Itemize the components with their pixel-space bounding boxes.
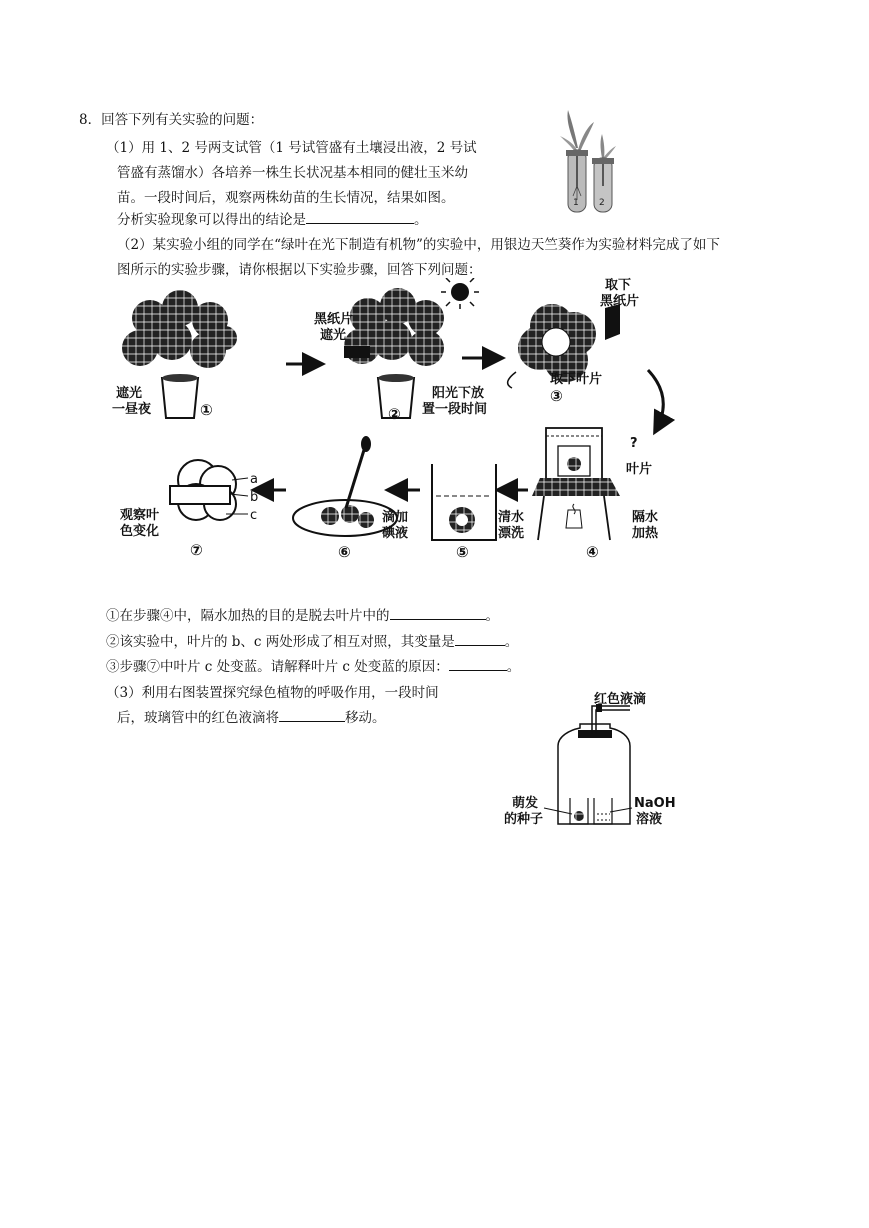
step6-label-a: 滴加: [382, 510, 409, 525]
sun-icon: [441, 278, 479, 309]
answer-blank-5[interactable]: [279, 707, 345, 722]
part3-line1: （3）利用右图装置探究绿色植物的呼吸作用，一段时间: [106, 685, 439, 701]
part2-line1: （2）某实验小组的同学在“绿叶在光下制造有机物”的实验中，用银边天竺葵作为实验材料完成了如下: [117, 237, 720, 253]
part2-q2: [106, 630, 518, 650]
step5-label-a: 清水: [498, 510, 525, 525]
part2-q3-text: ③步骤⑦中叶片 c 处变蓝。请解释叶片 c 处变蓝的原因：: [106, 659, 449, 675]
germinating-seeds-label-b: 的种子: [504, 812, 544, 827]
step1-number: ①: [200, 401, 213, 419]
step6-label-b: 碘液: [382, 526, 409, 541]
step5-label-b: 漂洗: [498, 526, 525, 541]
part2-q1-end: 。: [485, 608, 499, 624]
part1-line4-end: 。: [414, 212, 428, 228]
tube2-label: 2: [599, 198, 605, 208]
answer-blank-2[interactable]: [390, 605, 486, 620]
step3-number: ③: [550, 387, 563, 405]
part1-line3: 苗。一段时间后，观察两株幼苗的生长情况，结果如图。: [117, 190, 455, 206]
naoh-label-a: NaOH: [634, 796, 676, 811]
part2-q3: [106, 655, 520, 675]
part1-line4: [117, 208, 428, 228]
step3-label-b: 黑纸片: [600, 294, 640, 309]
part3-line2-text: 后，玻璃管中的红色液滴将: [117, 710, 279, 726]
part2-q3-end: 。: [506, 659, 521, 675]
part2-q1: [106, 604, 499, 624]
plant-2-icon: [344, 288, 444, 418]
step2-label-d: 置一段时间: [422, 402, 488, 417]
step2-label-b: 遮光: [320, 328, 347, 343]
part2-q2-text: ②该实验中，叶片的 b、c 两处形成了相互对照，其变量是: [106, 634, 455, 650]
step2-label-a: 黑纸片: [314, 312, 354, 327]
respiration-bottle-figure: [500, 690, 690, 830]
leaf-7-icon: [170, 460, 248, 520]
step4-label-b: 加热: [632, 526, 659, 541]
red-droplet-label: 红色液滴: [594, 692, 647, 707]
part2-q1-text: ①在步骤④中，隔水加热的目的是脱去叶片中的: [106, 608, 390, 624]
seedling-tubes-image: [556, 108, 624, 218]
answer-blank-1[interactable]: [306, 209, 414, 224]
water-bath-icon: [532, 428, 620, 540]
naoh-label-b: 溶液: [636, 812, 663, 827]
step7-c-label: c: [250, 508, 258, 523]
part2-q2-end: 。: [504, 634, 519, 650]
step7-number: ⑦: [190, 541, 203, 559]
rinse-beaker-icon: [432, 464, 496, 540]
part1-line1: （1）用 1、2 号两支试管（1 号试管盛有土壤浸出液，2 号试: [106, 140, 477, 156]
step1-label-a: 遮光: [116, 386, 143, 401]
step2-label-c: 阳光下放: [432, 386, 485, 401]
step7-label-b: 色变化: [120, 524, 160, 539]
step2-number: ②: [388, 405, 401, 423]
question-title: 8．回答下列有关实验的问题：: [79, 112, 264, 128]
step3-label-a: 取下: [605, 278, 632, 293]
part2-line2: 图所示的实验步骤，请你根据以下实验步骤，回答下列问题：: [117, 262, 482, 278]
tube1-label: 1: [573, 198, 579, 208]
step4-question-mark: ?: [630, 436, 638, 451]
part1-line2: 管盛有蒸馏水）各培养一株生长状况基本相同的健壮玉米幼: [117, 165, 468, 181]
step1-label-b: 一昼夜: [112, 402, 152, 417]
step5-number: ⑤: [456, 543, 469, 561]
germinating-seeds-label-a: 萌发: [512, 796, 539, 811]
experiment-figure: [100, 278, 680, 568]
step7-a-label: a: [250, 472, 258, 487]
seedling-tubes-figure: [556, 108, 624, 218]
step4-leaf-label: 叶片: [626, 462, 653, 477]
part3-line2: [117, 706, 386, 726]
part3-line2-end: 移动。: [345, 710, 386, 726]
answer-blank-3[interactable]: [455, 631, 505, 646]
step4-number: ④: [586, 543, 599, 561]
part1-line4-text: 分析实验现象可以得出的结论是: [117, 212, 306, 228]
step3-label-c: 取下叶片: [550, 372, 603, 387]
answer-blank-4[interactable]: [449, 656, 507, 671]
step4-label-a: 隔水: [632, 510, 659, 525]
step6-number: ⑥: [338, 543, 351, 561]
step7-label-a: 观察叶: [120, 508, 160, 523]
step7-b-label: b: [250, 490, 259, 505]
